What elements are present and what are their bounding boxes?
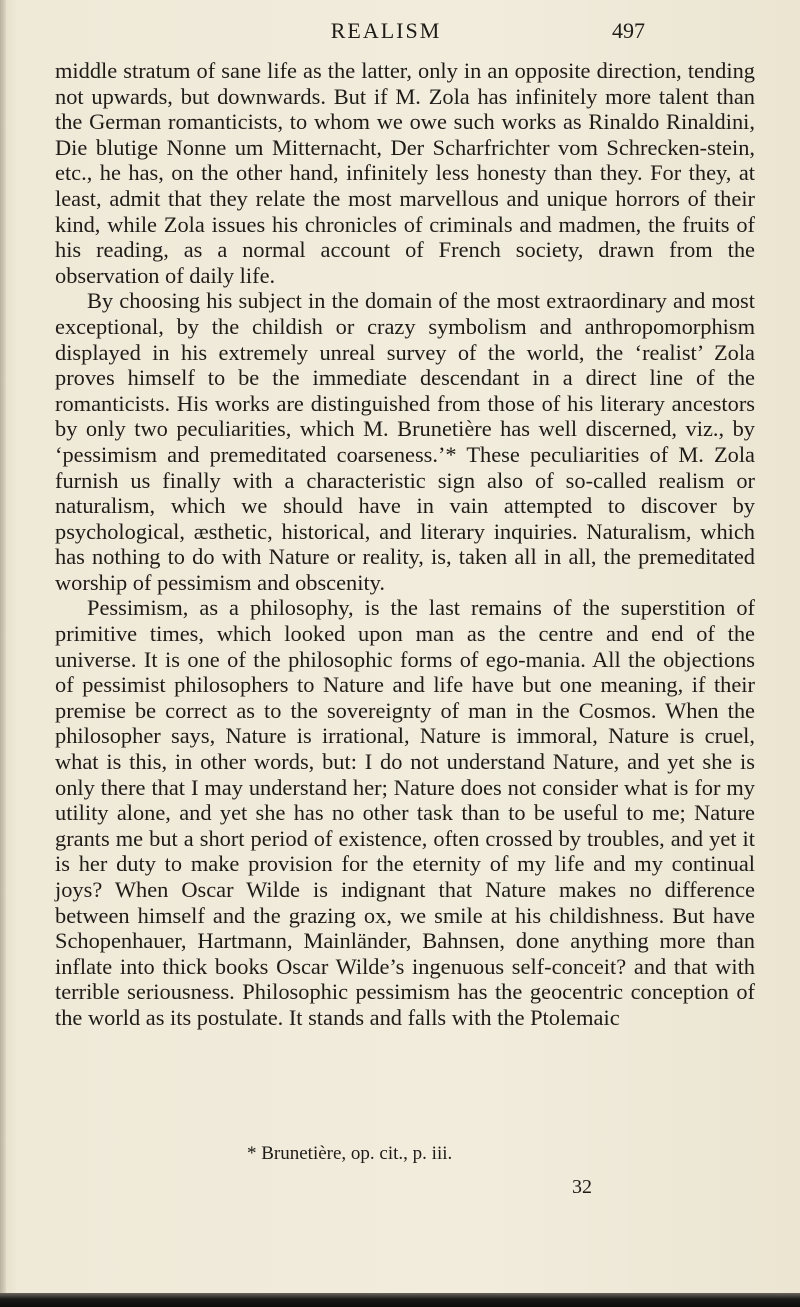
page-number: 497 [612,18,645,43]
footnote: * Brunetière, op. cit., p. iii. [247,1143,453,1164]
page-header [0,18,800,54]
page-gutter-edge [0,0,6,1307]
running-head: REALISM [330,18,442,43]
paragraph: middle stratum of sane life as the latter, only in an opposite direction, tending not upwards, but downwards. But if M. Zola has infinitely more talent than the German romanticists, to whom we owe such works as Rinaldo Rinaldini, Die blutige Nonne um Mitternacht, Der Scharfrichter vom Schrecken-stein, etc., he has, on the other hand, infinitely less honesty than they. For they, at least, admit that they relate the most marvellous and unique horrors of their kind, while Zola issues his chronicles of criminals and madmen, the fruits of his reading, as a normal account of French society, drawn from the observation of daily life. [55,58,755,288]
paragraph: By choosing his subject in the domain of the most extraordinary and most exceptional, by the childish or crazy symbolism and anthropomorphism displayed in his extremely unreal survey of the world, the ‘realist’ Zola proves himself to be the immediate descendant in a direct line of the romanticists. His works are distinguished from those of his literary ancestors by only two peculiarities, which M. Brunetière has well discerned, viz., by ‘pessimism and premeditated coarseness.’* These peculiarities of M. Zola furnish us finally with a characteristic sign also of so-called realism or naturalism, which we should have in vain attempted to discover by psychological, æsthetic, historical, and literary inquiries. Naturalism, which has nothing to do with Nature or reality, is, taken all in all, the premeditated worship of pessimism and obscenity. [55,288,755,595]
signature-mark: 32 [572,1176,592,1198]
paragraph: Pessimism, as a philosophy, is the last remains of the superstition of primitive times, which looked upon man as the centre and end of the universe. It is one of the philosophic forms of ego-mania. All the objections of pessimist philosophers to Nature and life have but one meaning, if their premise be correct as to the sovereignty of man in the Cosmos. When the philosopher says, Nature is irrational, Nature is immoral, Nature is cruel, what is this, in other words, but: I do not understand Nature, and yet she is only there that I may understand her; Nature does not consider what is for my utility alone, and yet she has no other task than to be useful to me; Nature grants me but a short period of existence, often crossed by troubles, and yet it is her duty to make provision for the eternity of my life and my continual joys? When Oscar Wilde is indignant that Nature makes no difference between himself and the grazing ox, we smile at his childishness. But have Schopenhauer, Hartmann, Mainländer, Bahnsen, done anything more than inflate into thick books Oscar Wilde’s ingenuous self-conceit? and that with terrible seriousness. Philosophic pessimism has the geocentric conception of the world as its postulate. It stands and falls with the Ptolemaic [55,595,755,1030]
page-bottom-edge [0,1293,800,1307]
body-text [55,58,755,1031]
